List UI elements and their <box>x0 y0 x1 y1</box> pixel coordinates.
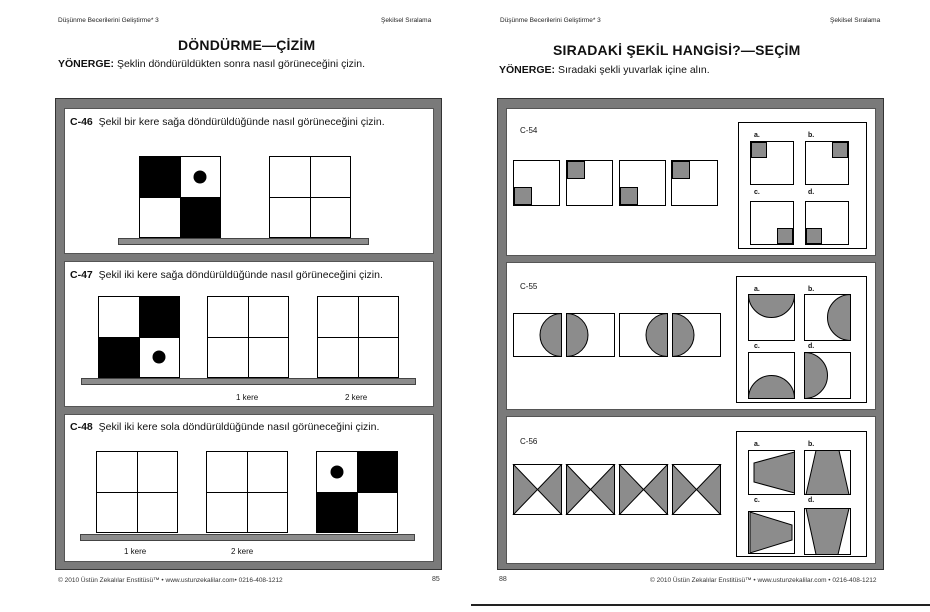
c55-option-b-label: b. <box>808 286 815 293</box>
c55-seq-3 <box>620 314 668 357</box>
c46-base-shelf <box>118 238 369 245</box>
page-bottom-rule <box>471 604 930 606</box>
c48-step-label-1: 1 kere <box>124 547 147 556</box>
question-c55-label: C-55 <box>520 282 538 291</box>
question-c46-panel <box>64 108 434 254</box>
c56-options[interactable] <box>748 450 854 556</box>
left-page-number: 85 <box>432 576 440 583</box>
c48-step-label-2: 2 kere <box>231 547 254 556</box>
c48-base-shelf <box>80 534 415 541</box>
c47-step-label-1: 1 kere <box>236 393 259 402</box>
c56-option-a-label: a. <box>754 441 760 448</box>
c56-option-c-label: c. <box>754 497 760 504</box>
c54-option-d[interactable] <box>805 201 849 245</box>
c56-seq-1 <box>514 465 562 515</box>
c55-option-d <box>805 353 851 399</box>
c47-answer-grid-1[interactable] <box>207 296 289 378</box>
c54-seq-3 <box>619 160 666 206</box>
c56-option-d <box>805 509 851 555</box>
c56-option-b-label: b. <box>808 441 815 448</box>
instruction-label: YÖNERGE: <box>499 64 556 76</box>
c46-source-figure <box>139 156 221 238</box>
c47-source-figure <box>98 296 180 378</box>
c47-answer-grid-2[interactable] <box>317 296 399 378</box>
left-header-series: Düşünme Becerilerini Geliştirme* 3 <box>58 17 159 24</box>
c56-option-b <box>805 451 851 495</box>
c56-seq-3 <box>620 465 668 515</box>
question-c56-label: C-56 <box>520 437 538 446</box>
c48-answer-grid-1[interactable] <box>96 451 178 533</box>
c56-option-d-label: d. <box>808 497 815 504</box>
left-page-title: DÖNDÜRME—ÇİZİM <box>178 37 316 53</box>
c55-option-b <box>805 295 851 341</box>
c47-step-label-2: 2 kere <box>345 393 368 402</box>
dot-marker <box>194 170 207 183</box>
c54-option-b-label: b. <box>808 132 815 139</box>
right-page-number: 88 <box>499 576 507 583</box>
c55-option-d-label: d. <box>808 343 815 350</box>
left-footer-copyright: © 2010 Üstün Zekalılar Enstitüsü™ • www.ustunzekalilar.com• 0216-408-1212 <box>58 577 283 584</box>
c55-seq-2 <box>567 314 615 357</box>
c54-option-a[interactable] <box>750 141 794 185</box>
c55-seq-4 <box>673 314 721 357</box>
c54-seq-2 <box>566 160 613 206</box>
c55-seq-1 <box>514 314 562 357</box>
instruction-text: Şeklin döndürüldükten sonra nasıl görüneceğini çizin. <box>116 58 366 70</box>
c54-option-c-label: c. <box>754 189 760 196</box>
question-c54-label: C-54 <box>520 126 538 135</box>
c48-answer-grid-2[interactable] <box>206 451 288 533</box>
c54-option-b[interactable] <box>805 141 849 185</box>
c56-seq-4 <box>673 465 721 515</box>
c55-option-c <box>749 353 795 399</box>
c54-seq-1 <box>513 160 560 206</box>
question-c47-label: C-47 Şekil iki kere sağa döndürüldüğünde nasıl görüneceğini çizin. <box>70 269 383 281</box>
left-header-section: Şekilsel Sıralama <box>381 17 432 24</box>
c55-option-a <box>749 295 795 341</box>
c56-option-c <box>749 512 795 554</box>
c55-option-c-label: c. <box>754 343 760 350</box>
right-instruction <box>499 64 710 76</box>
c55-sequence <box>513 313 723 358</box>
c55-option-a-label: a. <box>754 286 760 293</box>
dot-marker <box>330 465 343 478</box>
right-header-section: Şekilsel Sıralama <box>830 17 881 24</box>
c54-seq-4 <box>671 160 718 206</box>
c46-answer-grid[interactable] <box>269 156 351 238</box>
question-c46-label: C-46 Şekil bir kere sağa döndürüldüğünde nasıl görüneceğini çizin. <box>70 116 385 128</box>
instruction-text: Sıradaki şekli yuvarlak içine alın. <box>557 64 710 76</box>
c55-options[interactable] <box>748 294 854 402</box>
c56-option-a <box>749 451 795 495</box>
right-header-series: Düşünme Becerilerini Geliştirme* 3 <box>500 17 601 24</box>
right-footer-copyright: © 2010 Üstün Zekalılar Enstitüsü™ • www.ustunzekalilar.com • 0216-408-1212 <box>650 577 877 584</box>
c56-sequence <box>513 464 723 516</box>
c54-option-c[interactable] <box>750 201 794 245</box>
dot-marker <box>153 351 166 364</box>
instruction-label: YÖNERGE: <box>58 58 115 70</box>
right-page-title: SIRADAKİ ŞEKİL HANGİSİ?—SEÇİM <box>553 42 801 58</box>
c47-base-shelf <box>81 378 416 385</box>
c54-option-a-label: a. <box>754 132 760 139</box>
question-c48-label: C-48 Şekil iki kere sola döndürüldüğünde nasıl görüneceğini çizin. <box>70 421 380 433</box>
c54-option-d-label: d. <box>808 189 815 196</box>
left-instruction <box>58 58 365 70</box>
c56-seq-2 <box>567 465 615 515</box>
c48-source-figure <box>316 451 398 533</box>
